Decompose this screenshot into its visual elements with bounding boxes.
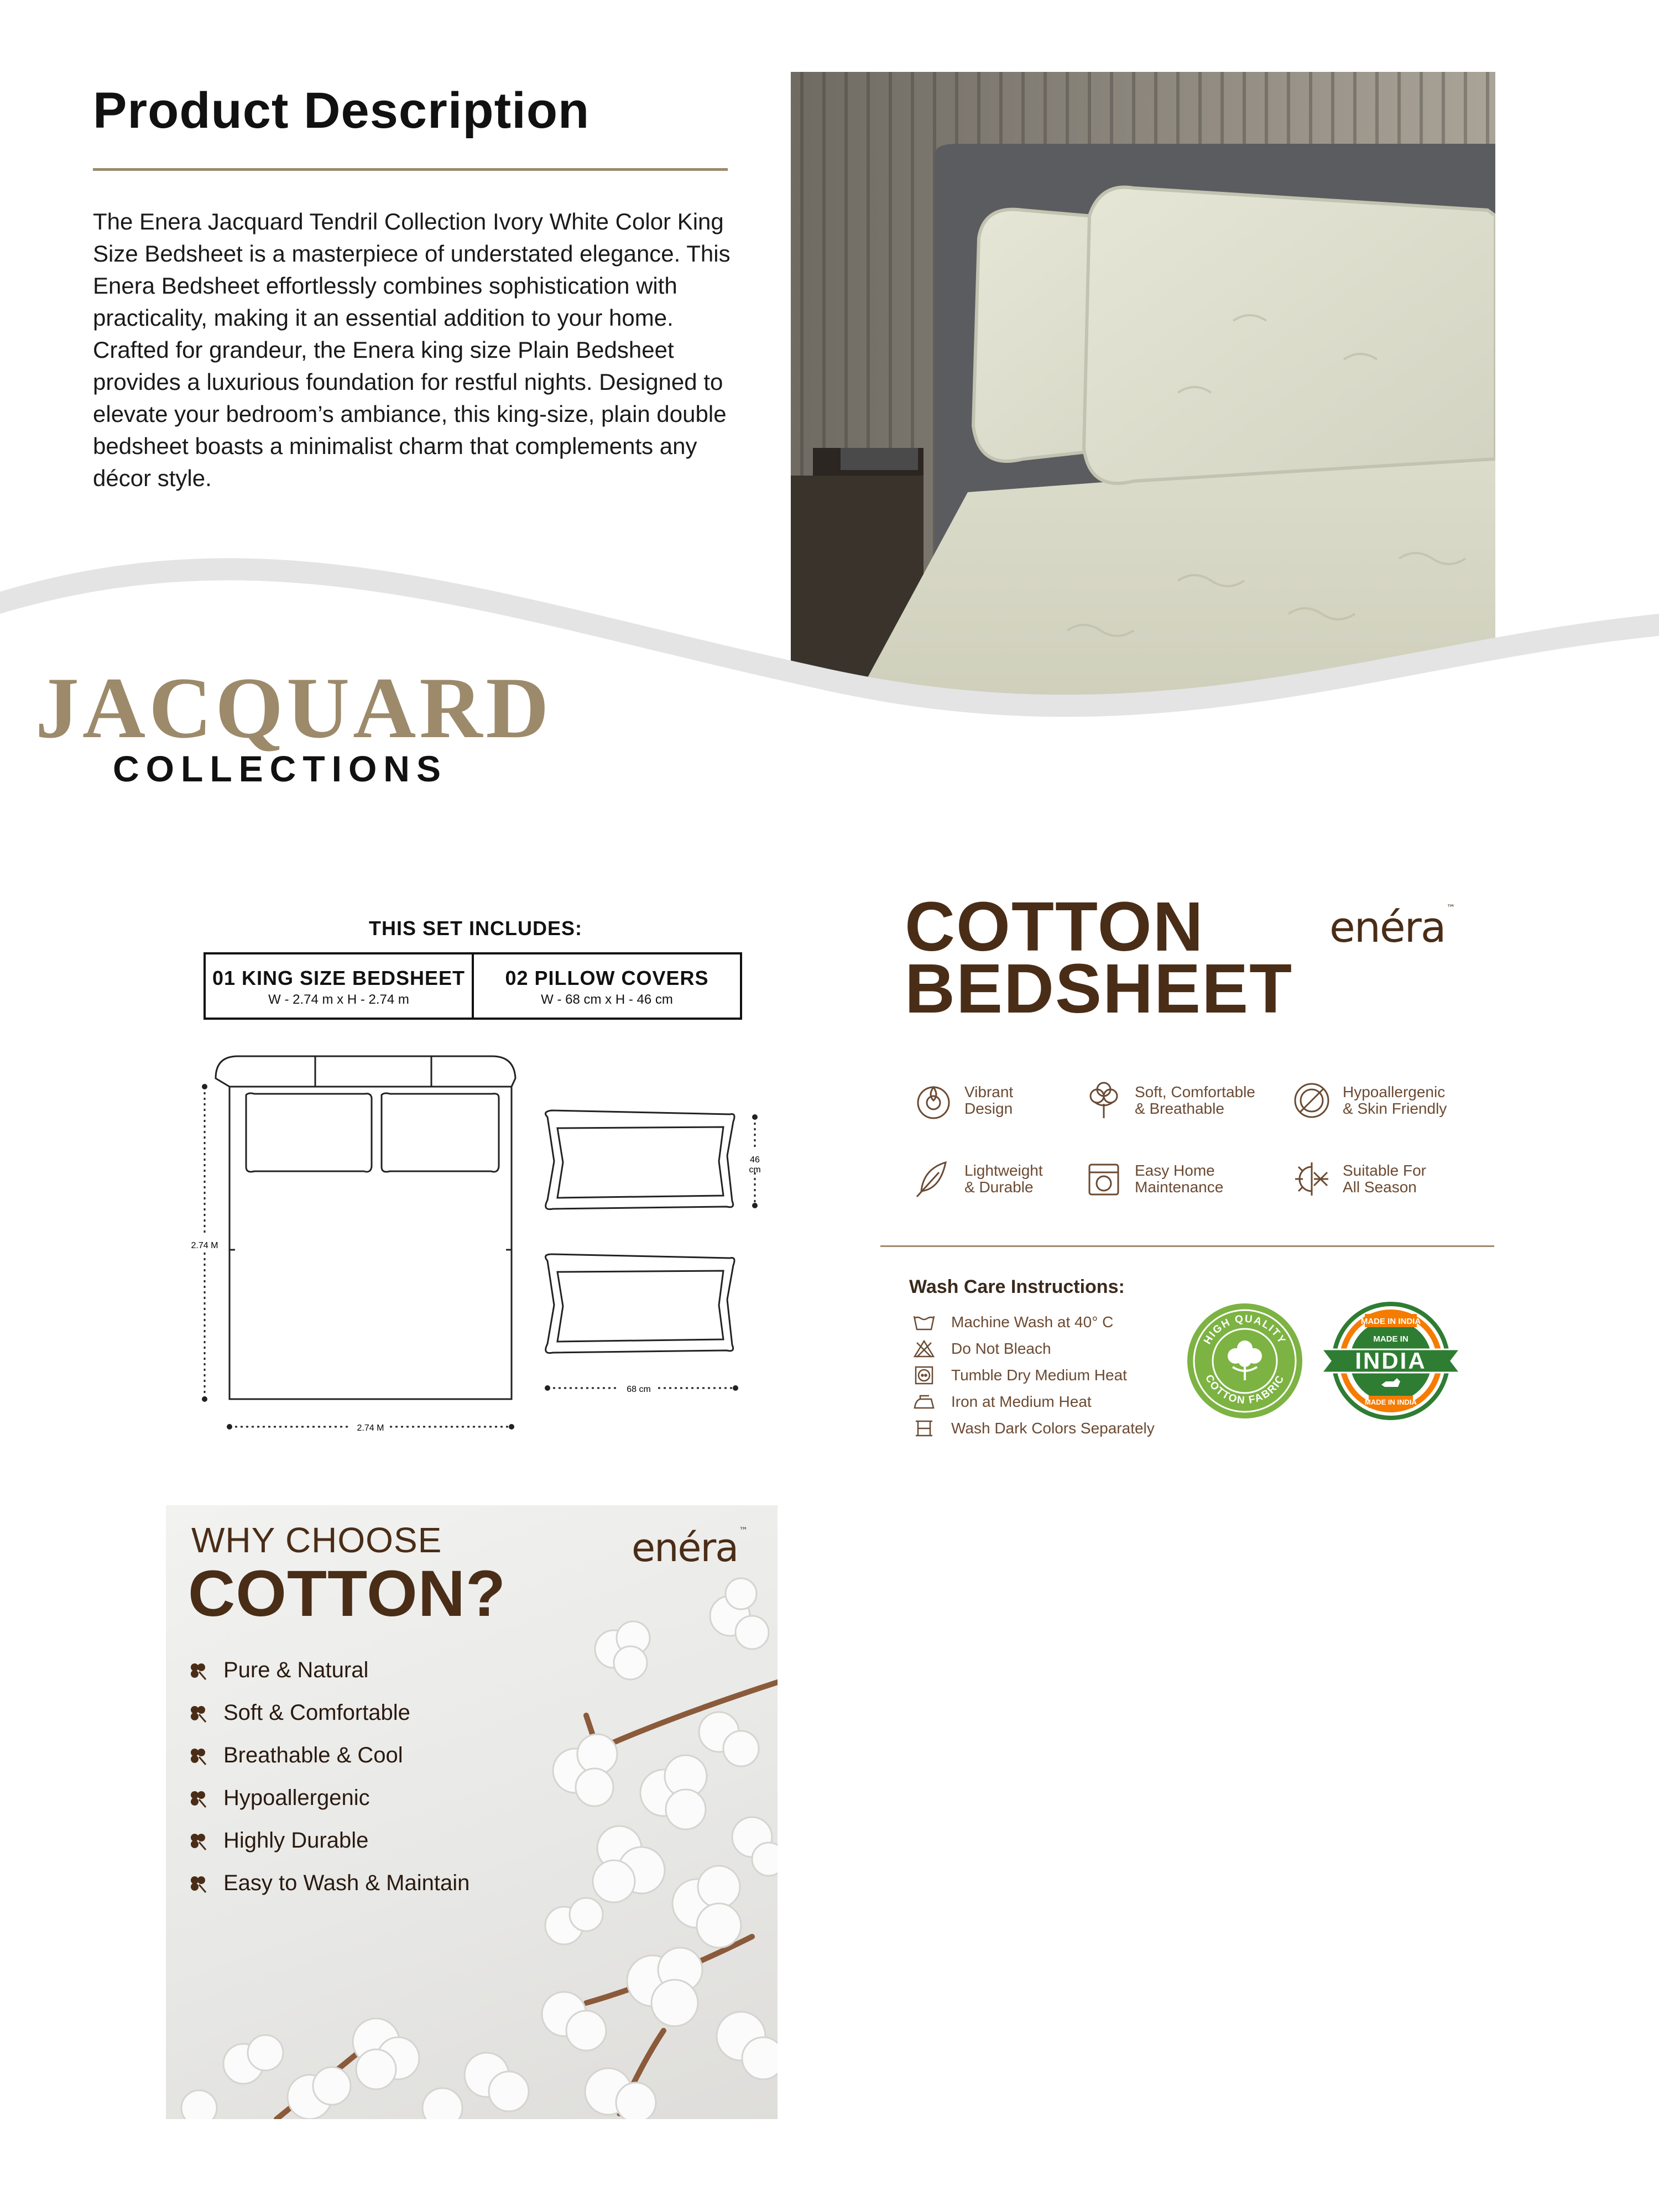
benefit-item [188, 1658, 368, 1683]
washing-machine-icon [1083, 1158, 1125, 1200]
clover-bullet-icon [188, 1746, 208, 1766]
bed-width-label: 2.74 M [357, 1423, 384, 1433]
set-item-dims: W - 2.74 m x H - 2.74 m [268, 992, 409, 1007]
wash-item [912, 1392, 1092, 1411]
badge-center-text: INDIA [1355, 1348, 1427, 1374]
clover-bullet-icon [188, 1703, 208, 1723]
feature-all-season [1291, 1158, 1426, 1200]
benefit-label: Hypoallergenic [223, 1786, 370, 1810]
machine-wash-icon [912, 1313, 936, 1332]
pillow-width-label: 68 cm [627, 1385, 651, 1394]
feature-label: Hypoallergenic & Skin Friendly [1343, 1083, 1447, 1117]
wash-care-title: Wash Care Instructions: [909, 1276, 1125, 1297]
made-in-india-badge [1316, 1302, 1465, 1420]
benefit-label: Highly Durable [223, 1828, 369, 1853]
collection-title: JACQUARD [35, 660, 552, 757]
set-item-name: 01 KING SIZE BEDSHEET [212, 967, 466, 989]
size-diagram [182, 1045, 774, 1443]
benefit-label: Pure & Natural [223, 1658, 369, 1682]
bed-height-label: 2.74 M [191, 1241, 218, 1250]
wash-label: Machine Wash at 40° C [951, 1313, 1114, 1331]
enera-logo [632, 1525, 747, 1571]
why-title-line-1: WHY CHOOSE [191, 1520, 442, 1560]
high-quality-cotton-badge [1186, 1302, 1304, 1420]
trademark: ™ [739, 1525, 747, 1536]
hypoallergenic-icon [1291, 1079, 1333, 1121]
benefit-label: Breathable & Cool [223, 1743, 403, 1767]
set-includes-box [204, 952, 742, 1020]
badge-bottom-text: COTTON FABRIC [1202, 1373, 1287, 1407]
benefit-item [188, 1828, 368, 1853]
sun-snowflake-icon [1291, 1158, 1333, 1200]
wash-label: Do Not Bleach [951, 1340, 1051, 1357]
feature-label: Soft, Comfortable & Breathable [1135, 1083, 1255, 1117]
brand-name: enéra [1329, 902, 1446, 952]
badge-bottom-text: MADE IN INDIA [1365, 1398, 1417, 1406]
feature-label: Easy Home Maintenance [1135, 1162, 1224, 1196]
benefit-item [188, 1871, 469, 1896]
benefit-label: Soft & Comfortable [223, 1700, 410, 1725]
feature-lightweight [912, 1158, 1043, 1200]
wash-separately-icon [912, 1419, 936, 1438]
benefit-item [188, 1700, 410, 1725]
enera-logo [1329, 902, 1454, 952]
clover-bullet-icon [188, 1831, 208, 1851]
badge-top-text: MADE IN INDIA [1360, 1317, 1421, 1326]
cotton-flower-icon [1083, 1079, 1125, 1121]
feature-vibrant-design [912, 1079, 1013, 1121]
set-item-pillow-covers [472, 954, 740, 1018]
badge-top-text: HIGH QUALITY [1202, 1313, 1288, 1347]
feature-label: Lightweight & Durable [964, 1162, 1043, 1196]
trademark: ™ [1446, 902, 1454, 913]
feature-easy-maintenance [1083, 1158, 1223, 1200]
wash-item [912, 1313, 1113, 1332]
set-includes-title: THIS SET INCLUDES: [368, 917, 582, 940]
title-line-2: BEDSHEET [905, 950, 1293, 1027]
set-item-dims: W - 68 cm x H - 46 cm [541, 992, 673, 1007]
wash-item [912, 1366, 1127, 1385]
feature-hypoallergenic [1291, 1079, 1447, 1121]
badge-small-text: MADE IN [1373, 1334, 1408, 1344]
feature-label: Suitable For All Season [1343, 1162, 1426, 1196]
why-choose-cotton-panel [166, 1505, 778, 2119]
wash-label: Tumble Dry Medium Heat [951, 1366, 1127, 1384]
feature-label: Vibrant Design [964, 1083, 1014, 1117]
vibrant-design-icon [912, 1079, 954, 1121]
benefit-item [188, 1786, 370, 1811]
wash-label: Wash Dark Colors Separately [951, 1420, 1155, 1437]
section-divider [880, 1245, 1494, 1247]
wash-label: Iron at Medium Heat [951, 1393, 1092, 1410]
clover-bullet-icon [188, 1874, 208, 1893]
set-item-bedsheet [206, 954, 472, 1018]
set-item-name: 02 PILLOW COVERS [505, 967, 709, 989]
why-title-line-2: COTTON? [188, 1557, 507, 1630]
collection-subtitle: COLLECTIONS [113, 748, 447, 789]
clover-bullet-icon [188, 1661, 208, 1681]
title-line-1: COTTON [905, 888, 1204, 966]
feather-icon [912, 1158, 954, 1200]
cotton-bedsheet-title [905, 888, 1293, 1027]
clover-bullet-icon [188, 1788, 208, 1808]
product-description-title: Product Description [93, 82, 590, 139]
iron-icon [912, 1392, 936, 1411]
benefit-label: Easy to Wash & Maintain [223, 1871, 470, 1895]
wash-item [912, 1419, 1155, 1438]
feature-soft-breathable [1083, 1079, 1255, 1121]
title-divider [93, 168, 728, 171]
product-description-body: The Enera Jacquard Tendril Collection Ivory White Color King Size Bedsheet is a masterpiece of understated elegance. This Enera Bedsheet effortlessly combines sophistication with practicality, making it an essential addition to your home. Crafted for grandeur, the Enera king size Plain Bedsheet provides a luxurious foundation for restful nights. Designed to elevate your bedroom’s ambiance, this king-size, plain double bedsheet boasts a minimalist charm that complements any décor style. [93, 208, 731, 491]
wash-item [912, 1339, 1051, 1358]
pillow-height-label: 46 cm [749, 1155, 761, 1175]
benefit-item [188, 1743, 403, 1768]
brand-name: enéra [632, 1525, 738, 1571]
tumble-dry-icon [912, 1366, 936, 1385]
no-bleach-icon [912, 1339, 936, 1358]
